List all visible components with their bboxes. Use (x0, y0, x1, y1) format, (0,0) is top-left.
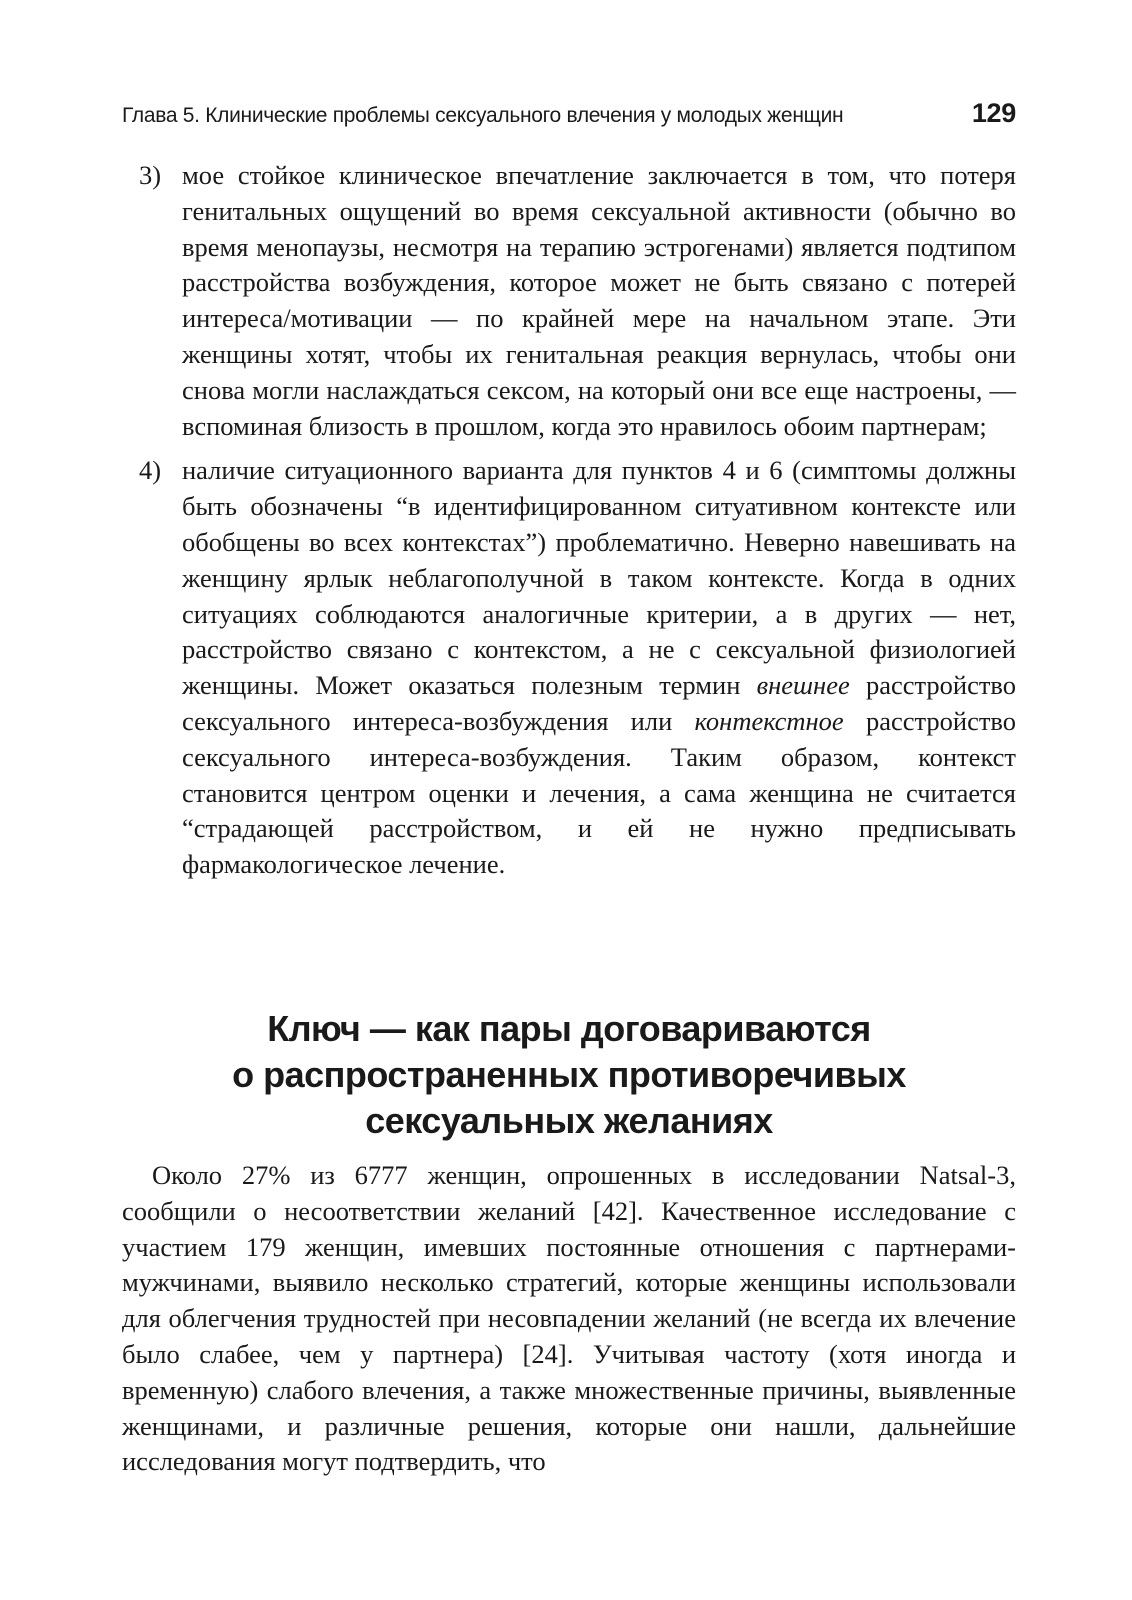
text-run: расстройство сексуального интереса-возбуждения или (182, 670, 1016, 736)
list-item-text (182, 453, 1016, 883)
numbered-list (122, 158, 1016, 892)
list-item-text: мое стойкое клиническое впечатление заключается в том, что потеря генитальных ощущений во время сексуальной активности (обычно во время менопаузы, несмотря на терапию эстрогенами) является подтипом расстройства возбуждения, которое может не быть связано с потерей интереса/мотивации — по крайней мере на начальном этапе. Эти женщины хотят, чтобы их генитальная реакция вернулась, чтобы они снова могли наслаждаться сексом, на который они все еще настроены, — вспоминая близость в прошлом, когда это нравилось обоим партнерам; (182, 160, 1016, 441)
section-heading (122, 1006, 1016, 1144)
text-run: наличие ситуационного варианта для пунктов 4 и 6 (симптомы должны быть обозначены “в идентифицированном ситуативном контексте или обобщены во всех контекстах”) проблематично. Неверно навешивать на женщину ярлык неблагополучной в таком контексте. Когда в одних ситуациях соблюдаются аналогичные критерии, а в других — нет, расстройство связано с контекстом, а не с сексуальной физиологией женщины. Может оказаться полезным термин (182, 455, 1016, 701)
list-item (122, 453, 1016, 883)
list-item (122, 158, 1016, 444)
text-run: расстройство сексуального интереса-возбуждения. Таким образом, контекст становится центром оценки и лечения, а сама женщина не считается “страдающей расстройством, и ей не нужно предписывать фармакологическое лечение. (182, 705, 1016, 880)
running-header (122, 98, 1016, 134)
list-marker: 4) (139, 455, 162, 486)
emphasis: контекстное (694, 705, 844, 736)
list-marker: 3) (139, 160, 162, 190)
heading-line: Ключ — как пары договариваются (267, 1008, 871, 1049)
heading-line: о распространенных противоречивых (232, 1054, 906, 1095)
chapter-title: Глава 5. Клинические проблемы сексуального влечения у молодых женщин (122, 104, 844, 127)
heading-line: сексуальных желаниях (365, 1100, 773, 1141)
page-number: 129 (971, 98, 1016, 128)
emphasis: внешнее (756, 670, 850, 701)
body-paragraph: Около 27% из 6777 женщин, опрошенных в исследовании Natsal-3, сообщили о несоответствии желаний [42]. Качественное исследование с участием 179 женщин, имевших постоянные отношения с партнерами-мужчинами, выявило несколько стратегий, которые женщины использовали для облегчения трудностей при несовпадении желаний (не всегда их влечение было слабее, чем у партнера) [24]. Учитывая частоту (хотя иногда и временную) слабого влечения, а также множественные причины, выявленные женщинами, и различные решения, которые они нашли, дальнейшие исследования могут подтвердить, что (122, 1160, 1016, 1477)
